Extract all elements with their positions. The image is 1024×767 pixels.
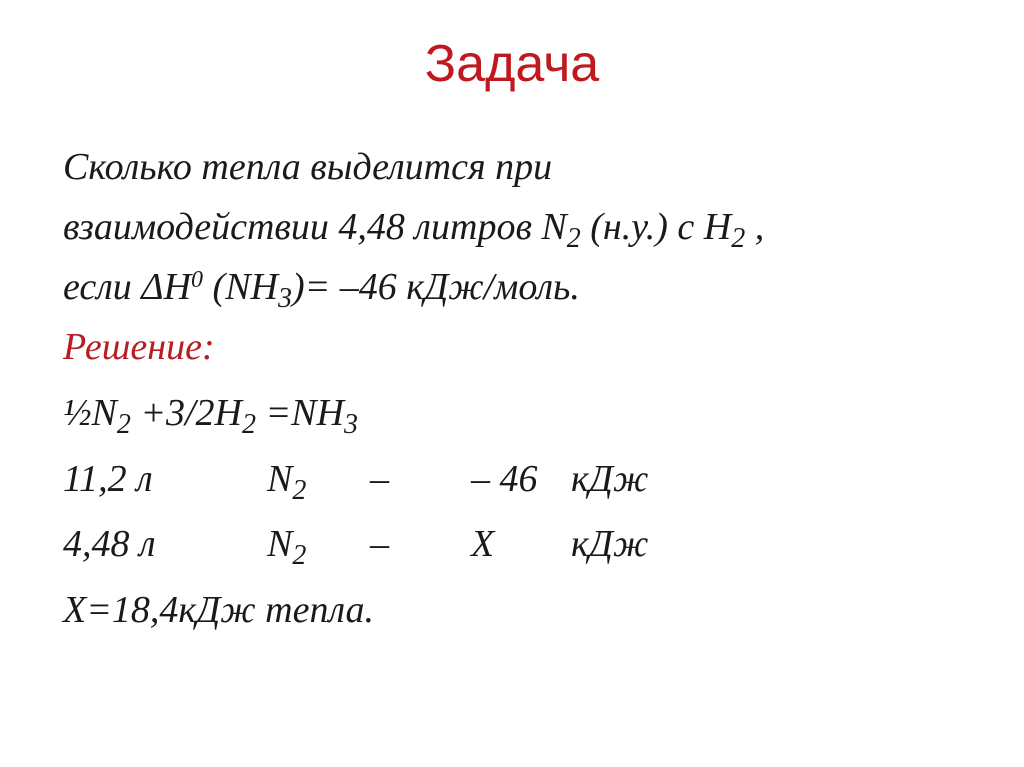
problem-line-2-part-b: (н.у.) с H: [580, 206, 732, 248]
solution-label: Решение:: [63, 326, 215, 368]
n2-subscript: 2: [566, 223, 581, 254]
row-2-volume: 4,48 л: [63, 523, 156, 565]
problem-line-2-part-c: ,: [745, 206, 765, 248]
problem-line-2-part-a: взаимодействии 4,48 литров N: [63, 206, 567, 248]
equation-sub-c: 3: [343, 409, 358, 440]
problem-line-1: [63, 142, 552, 192]
row-1-substance-subscript: 2: [292, 475, 307, 506]
row-2-dash: –: [370, 523, 389, 565]
problem-line-3-part-b: (NH: [203, 266, 278, 308]
proportion-row-1: [63, 454, 763, 504]
row-2-value: X: [471, 523, 495, 565]
equation-sub-b: 2: [242, 409, 257, 440]
row-1-substance: [267, 454, 306, 504]
nh3-subscript: 3: [278, 283, 292, 314]
row-1-substance-symbol: N: [267, 458, 293, 500]
row-1-unit: кДж: [571, 458, 649, 500]
row-2-substance-subscript: 2: [292, 540, 307, 571]
row-2-substance: [267, 519, 306, 569]
equation-part-b: +3/2H: [130, 392, 243, 434]
problem-line-3-part-a: если ΔH: [63, 266, 192, 308]
h2-subscript: 2: [731, 223, 746, 254]
row-1-volume: 11,2 л: [63, 458, 153, 500]
problem-line-3-part-c: )= –46 кДж/моль.: [292, 266, 580, 308]
problem-line-1-text: Сколько тепла выделится при: [63, 146, 553, 188]
row-1-value: – 46: [471, 458, 538, 500]
equation-sub-a: 2: [116, 409, 131, 440]
slide-title: Задача: [424, 35, 600, 93]
problem-line-3: [63, 262, 580, 312]
enthalpy-superscript: 0: [191, 267, 204, 293]
answer-line: X=18,4кДж тепла.: [63, 589, 374, 631]
row-2-substance-symbol: N: [267, 523, 293, 565]
problem-line-2: [63, 202, 764, 252]
equation-part-c: =NH: [256, 392, 344, 434]
row-1-dash: –: [370, 458, 389, 500]
equation-part-a: ½N: [63, 392, 117, 434]
proportion-row-2: [63, 519, 763, 569]
row-2-unit: кДж: [571, 523, 649, 565]
reaction-equation: [63, 388, 358, 438]
